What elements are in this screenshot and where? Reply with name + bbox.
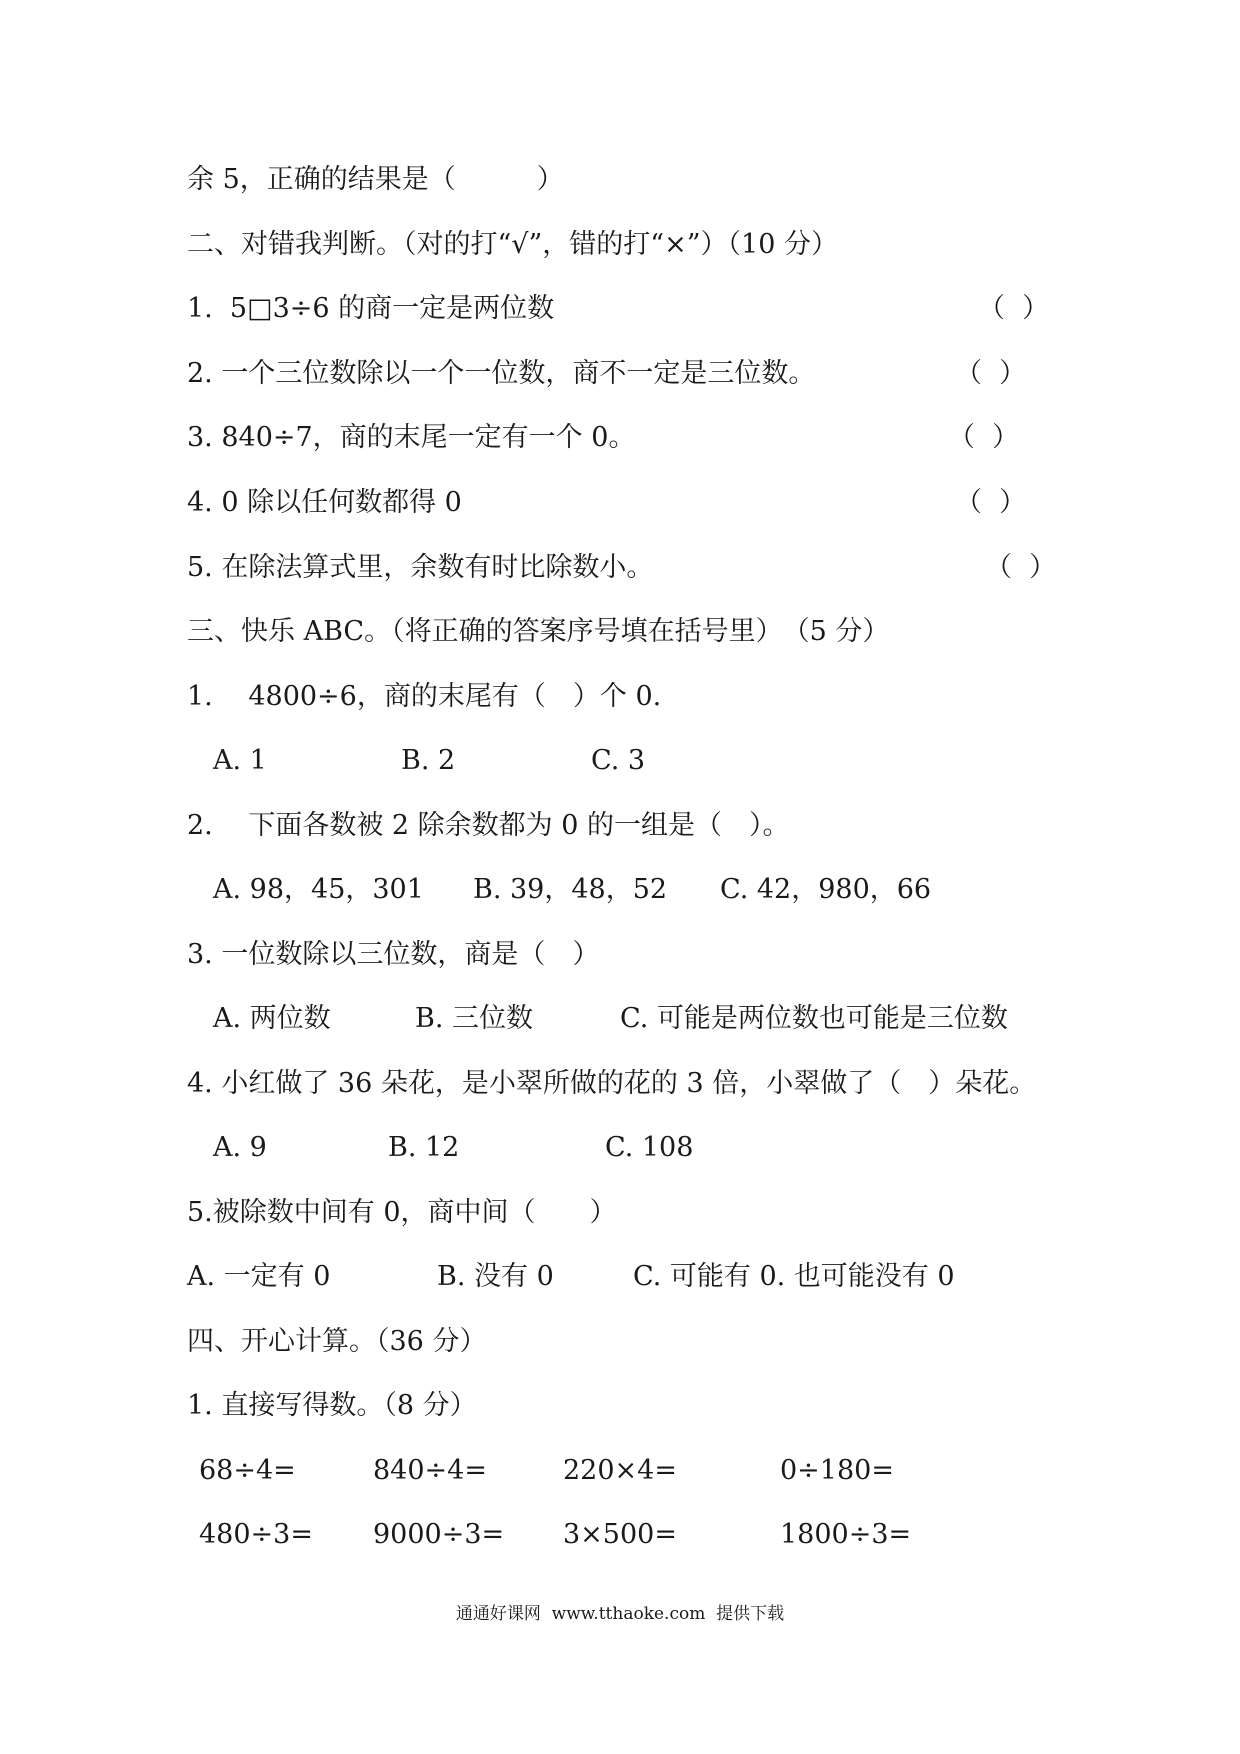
choice-1-option-a: A. 1 <box>213 745 267 776</box>
choice-3-option-b: B. 三位数 <box>415 1003 534 1034</box>
judge-answer-paren-3: （ ） <box>948 422 1020 453</box>
calc-item: 480÷3= <box>199 1519 313 1550</box>
choice-2-option-b: B. 39，48，52 <box>473 874 668 905</box>
choice-question-4: 4. 小红做了 36 朵花，是小翠所做的花的 3 倍，小翠做了（ ）朵花。 <box>187 1068 1037 1099</box>
choice-3-option-a: A. 两位数 <box>213 1003 331 1034</box>
judge-answer-paren-5: （ ） <box>985 552 1057 583</box>
choice-5-option-a: A. 一定有 0 <box>187 1261 331 1292</box>
calc-item: 840÷4= <box>373 1455 487 1486</box>
calc-item: 220×4= <box>563 1455 677 1486</box>
judge-item-4: 4. 0 除以任何数都得 0 <box>187 487 462 518</box>
choice-2-option-c: C. 42，980，66 <box>720 874 932 905</box>
section-3-title: 三、快乐 ABC。（将正确的答案序号填在括号里） （5 分） <box>187 616 890 647</box>
choice-5-option-c: C. 可能有 0. 也可能没有 0 <box>633 1261 955 1292</box>
section-2-title: 二、对错我判断。（对的打“√”，错的打“×”）（10 分） <box>187 229 838 260</box>
section-4-title: 四、开心计算。（36 分） <box>187 1326 487 1357</box>
judge-item-3: 3. 840÷7，商的末尾一定有一个 0。 <box>187 422 636 453</box>
judge-item-5: 5. 在除法算式里，余数有时比除数小。 <box>187 552 654 583</box>
judge-answer-paren-4: （ ） <box>955 487 1027 518</box>
choice-5-option-b: B. 没有 0 <box>437 1261 554 1292</box>
calc-item: 0÷180= <box>780 1455 894 1486</box>
carry-over-line: 余 5，正确的结果是（ ） <box>187 164 564 195</box>
choice-4-option-a: A. 9 <box>213 1132 267 1163</box>
choice-4-option-c: C. 108 <box>605 1132 694 1163</box>
choice-1-option-c: C. 3 <box>591 745 646 776</box>
choice-question-5: 5.被除数中间有 0，商中间（ ） <box>187 1197 617 1228</box>
judge-answer-paren-2: （ ） <box>955 358 1027 389</box>
section-4-sub1-title: 1. 直接写得数。（8 分） <box>187 1390 477 1421</box>
choice-question-1: 1. 4800÷6，商的末尾有（ ）个 0. <box>187 681 662 712</box>
calc-item: 9000÷3= <box>373 1519 505 1550</box>
choice-question-2: 2. 下面各数被 2 除余数都为 0 的一组是（ ）。 <box>187 810 790 841</box>
choice-1-option-b: B. 2 <box>401 745 456 776</box>
judge-item-2: 2. 一个三位数除以一个一位数，商不一定是三位数。 <box>187 358 816 389</box>
choice-3-option-c: C. 可能是两位数也可能是三位数 <box>620 1003 1008 1034</box>
calc-item: 68÷4= <box>199 1455 296 1486</box>
calc-item: 1800÷3= <box>780 1519 912 1550</box>
judge-answer-paren-1: （ ） <box>978 293 1050 324</box>
choice-2-option-a: A. 98，45，301 <box>213 874 424 905</box>
choice-4-option-b: B. 12 <box>388 1132 460 1163</box>
judge-item-1: 1. 5□3÷6 的商一定是两位数 <box>187 293 555 324</box>
choice-question-3: 3. 一位数除以三位数，商是（ ） <box>187 939 600 970</box>
calc-item: 3×500= <box>563 1519 677 1550</box>
download-source-footer: 通通好课网 www.tthaoke.com 提供下载 <box>455 1604 785 1624</box>
